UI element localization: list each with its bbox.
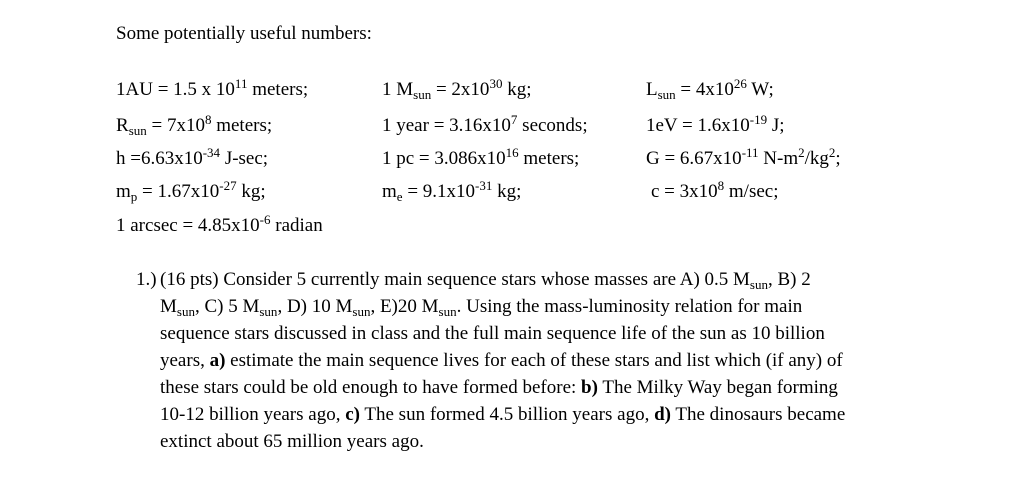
problem-line: sequence stars discussed in class and the full main sequence life of the sun as 10 billion bbox=[160, 323, 825, 344]
constant-sun-mass: 1 $M_{sun} = 2x10^{30}$ kg; bbox=[382, 76, 532, 102]
constant-gravitational: $G = 6.67x10^{-11}$ $N-m^2/kg^2$; bbox=[646, 145, 841, 169]
constant-sun-radius: $R_{sun} = 7x10^8$ meters; bbox=[116, 112, 273, 138]
problem-number: 1.) bbox=[136, 269, 157, 290]
constant-speed-of-light: $c = 3x10^8$ m/sec; bbox=[651, 178, 779, 202]
problem-line: $M_{sun}$, C) 5 $M_{sun}$, D) 10 $M_{sun}$, E)20 $M_{sun}$. Using the mass-luminosity relation for main bbox=[160, 296, 803, 319]
constant-arcsec: 1 $arcsec = 4.85x10^{-6}$ radian bbox=[116, 212, 323, 236]
problem-line: extinct about 65 million years ago. bbox=[160, 431, 424, 452]
constant-proton-mass: $m_p = 1.67x10^{-27}$ kg; bbox=[116, 178, 266, 204]
constant-sun-luminosity: $L_{sun} = 4x10^{26}$ W; bbox=[646, 76, 774, 102]
constant-au: 1AU = 1.5 x $10^{11}$ meters; bbox=[116, 76, 309, 100]
problem-1 bbox=[136, 266, 956, 455]
constant-planck: $h =6.63x10^{-34}$ J-sec; bbox=[116, 145, 269, 169]
constant-year: 1 year = $3.16x10^7$ seconds; bbox=[382, 112, 588, 136]
constant-electronvolt: $1eV = 1.6x10^{-19}$ J; bbox=[646, 112, 785, 136]
problem-line: these stars could be old enough to have formed before: b) The Milky Way began forming bbox=[160, 377, 838, 398]
constant-electron-mass: $m_e = 9.1x10^{-31}$ kg; bbox=[382, 178, 522, 204]
problem-line: 10-12 billion years ago, c) The sun formed 4.5 billion years ago, d) The dinosaurs became bbox=[160, 404, 846, 425]
problem-line: years, a) estimate the main sequence lives for each of these stars and list which (if any) of bbox=[160, 350, 843, 371]
problem-line: (16 pts) Consider 5 currently main sequence stars whose masses are A) 0.5 $M_{sun}$, B) 2 bbox=[160, 269, 811, 292]
problem-text bbox=[160, 266, 956, 455]
heading: Some potentially useful numbers: bbox=[116, 23, 372, 44]
constant-parsec: 1 pc = $3.086x10^{16}$ meters; bbox=[382, 145, 580, 169]
